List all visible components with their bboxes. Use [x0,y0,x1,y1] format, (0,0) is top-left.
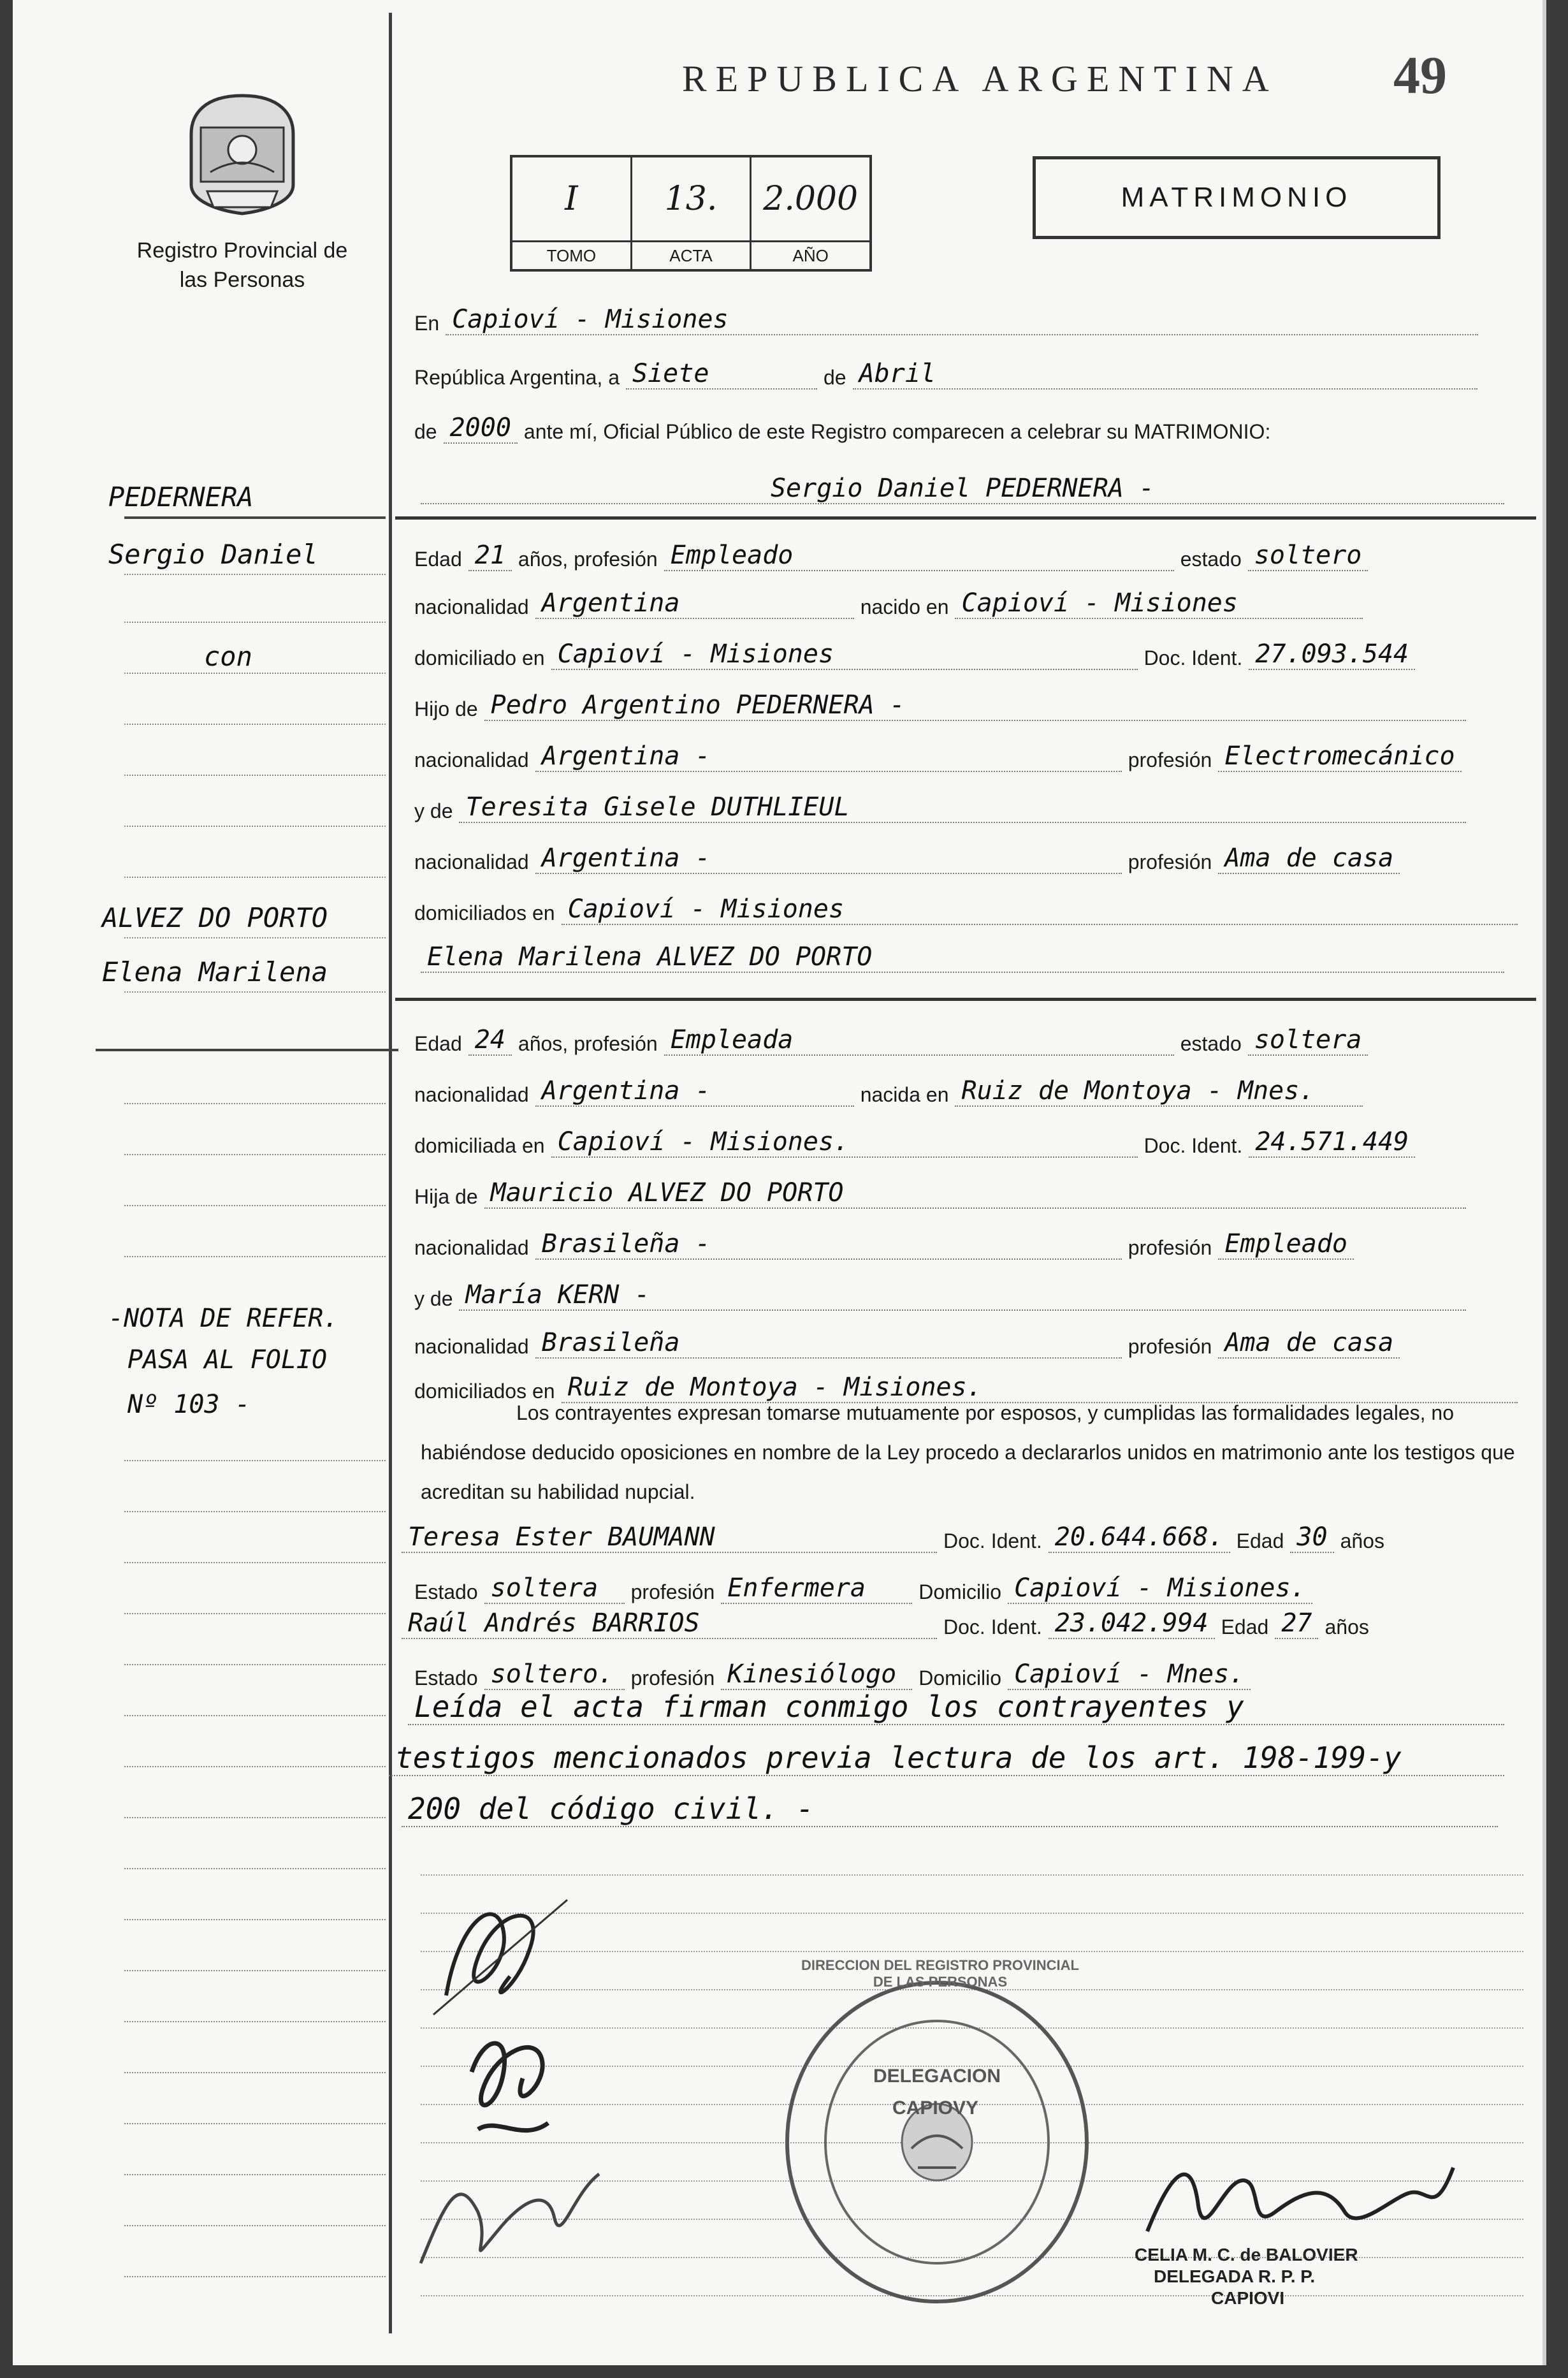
groom-mother-profession-field: Ama de casa [1218,843,1400,874]
margin-rule-line [124,2174,386,2175]
day-field: Siete [626,359,817,390]
signature-3-icon [408,2136,612,2301]
groom-domicile-line [408,634,1415,670]
witness-2-doc-label: Doc. Ident. [943,1616,1042,1638]
bride-yde-label: y de [414,1287,453,1310]
bride-separator [395,998,1536,1001]
tomo-acta-ano-box [510,155,872,272]
margin-rule-line [124,1817,386,1818]
margin-rule-line [124,673,386,674]
tomo-cell [512,157,632,269]
officer-location: CAPIOVI [1211,2288,1285,2308]
year-prefix-label: de [414,420,437,443]
groom-mother-line [408,787,1466,823]
bride-mother-prof-label: profesión [1128,1335,1212,1358]
margin-note-2: PASA AL FOLIO [127,1345,328,1375]
margin-bride-surname: ALVEZ DO PORTO [102,902,328,933]
margin-rule-line [124,775,386,776]
margin-rule-line [124,1103,386,1104]
margin-rule-line [124,1970,386,1971]
margin-rule-line [124,2225,386,2226]
province-seal-icon [185,89,300,217]
bride-nacida-label: nacida en [860,1083,949,1106]
tomo-label: TOMO [512,240,630,269]
groom-marital-field: soltero [1248,541,1368,571]
official-stamp-icon [778,1976,1096,2308]
witness-2-marital: soltero. [484,1659,625,1690]
closing-text-1: Leída el acta firman conmigo los contrayentes y [408,1689,1504,1725]
margin-rule-line [124,1256,386,1257]
bride-mother-field: María KERN - [459,1280,1466,1311]
margin-rule-line [124,516,386,519]
margin-rule-line [124,1664,386,1665]
groom-mother-nac-label: nacionalidad [414,850,529,873]
groom-parents-domicile-line [408,889,1518,925]
groom-mother-field: Teresita Gisele DUTHLIEUL [459,792,1466,823]
bride-mother-line [408,1275,1466,1311]
witness-2-domicilio-label: Domicilio [918,1667,1002,1689]
folio-number: 49 [1393,46,1447,105]
groom-parents-dom-label: domiciliados en [414,901,555,924]
witness-2-edad-label: Edad [1221,1616,1269,1638]
bride-father-nac-label: nacionalidad [414,1236,529,1259]
witness-1-age: 30 [1290,1522,1333,1553]
witness-2-estado-label: Estado [414,1667,478,1689]
bride-dom-label: domiciliada en [414,1134,545,1157]
witness-1-domicilio-label: Domicilio [918,1580,1002,1603]
document-type-title: MATRIMONIO [1033,156,1441,239]
groom-father-nac-label: nacionalidad [414,748,529,771]
margin-rule-line [124,574,386,575]
witness-1-doc: 20.644.668. [1049,1522,1230,1553]
witness-1-estado-label: Estado [414,1580,478,1603]
margin-rule-line [124,2072,386,2073]
witness-1-doc-label: Doc. Ident. [943,1529,1042,1552]
witness-2-anos-label: años [1325,1616,1369,1638]
witness-2-name: Raúl Andrés BARRIOS [402,1608,937,1639]
hija-label: Hija de [414,1185,478,1208]
bride-profesion-label: años, profesión [518,1032,658,1055]
signature-4-icon [1135,2142,1466,2257]
groom-separator [395,516,1536,520]
groom-domicile-field: Capioví - Misiones [551,639,1138,670]
officer-name: CELIA M. C. de BALOVIER [1135,2245,1358,2265]
acta-label: ACTA [632,240,750,269]
margin-groom-surname: PEDERNERA [108,481,254,513]
groom-father-nat-line [408,736,1462,772]
officer-stamp [1135,2244,1358,2309]
margin-rule-line [124,1511,386,1512]
groom-mother-prof-label: profesión [1128,850,1212,873]
witness-1-edad-label: Edad [1236,1529,1284,1552]
groom-nac-label: nacionalidad [414,595,529,618]
margin-rule-line [124,2021,386,2022]
margin-note-1: -NOTA DE REFER. [108,1304,339,1333]
country-heading: REPUBLICA ARGENTINA [682,58,1278,99]
bride-father-line [408,1173,1466,1209]
closing-line-3 [402,1791,1498,1827]
margin-rule-line [124,1868,386,1869]
margin-rule-line [124,2276,386,2277]
republica-label: República Argentina, a [414,366,620,389]
witness-1-anos-label: años [1340,1529,1384,1552]
witness-2-profession: Kinesiólogo [721,1659,912,1690]
stamp-inner-1: DELEGACION [873,2066,1001,2087]
groom-doc-field: 27.093.544 [1249,639,1415,670]
witness-2-age: 27 [1275,1608,1318,1639]
groom-profesion-label: años, profesión [518,548,658,571]
witness-1-prof-label: profesión [630,1580,715,1603]
margin-rule-line [124,1766,386,1767]
witness-1-line [402,1517,1391,1553]
groom-nationality-line [408,583,1363,619]
closing-text-2: testigos mencionados previa lectura de los art. 198-199-y [389,1740,1504,1776]
groom-birthplace-field: Capioví - Misiones [955,588,1363,619]
margin-rule-line [124,1205,386,1206]
groom-father-nationality-field: Argentina - [535,741,1122,772]
civil-registry-page [13,0,1546,2365]
bride-nationality-field: Argentina - [535,1076,854,1107]
bride-name-line [421,937,1504,973]
groom-name-field: Sergio Daniel PEDERNERA - [421,474,1504,504]
ano-cell [751,157,869,269]
witness-1-domicile: Capioví - Misiones. [1008,1573,1312,1604]
margin-rule-line [124,1613,386,1614]
groom-father-prof-label: profesión [1128,748,1212,771]
bride-father-nationality-field: Brasileña - [535,1229,1122,1260]
bride-marital-field: soltera [1248,1025,1368,1056]
bride-father-prof-label: profesión [1128,1236,1212,1259]
margin-rule-line [124,622,386,623]
acta-value: 13. [664,180,718,218]
bride-nac-label: nacionalidad [414,1083,529,1106]
witness-1-name: Teresa Ester BAUMANN [402,1522,937,1553]
margin-rule-line [124,877,386,878]
margin-rule-line [96,1049,398,1051]
bride-doc-label: Doc. Ident. [1143,1134,1243,1157]
groom-father-line [408,685,1466,721]
bride-mother-nationality-field: Brasileña [535,1328,1122,1359]
closing-text-3: 200 del código civil. - [402,1791,1498,1827]
margin-rule-line [124,937,386,938]
bride-father-nat-line [408,1224,1354,1260]
closing-line-1 [408,1689,1504,1725]
groom-profession-field: Empleado [664,541,1174,571]
groom-nationality-field: Argentina [535,588,854,619]
groom-name-line [421,469,1504,504]
margin-groom-names: Sergio Daniel [108,539,318,570]
margin-con: con [204,641,252,672]
groom-dom-label: domiciliado en [414,646,545,669]
intro-place-line [408,300,1478,335]
stamp-inner-2: CAPIOVY [892,2097,979,2119]
bride-age-line [408,1020,1368,1056]
witness-2-domicile: Capioví - Mnes. [1008,1659,1251,1690]
groom-father-field: Pedro Argentino PEDERNERA - [484,690,1466,721]
bride-name-field: Elena Marilena ALVEZ DO PORTO [421,942,1504,973]
margin-rule-line [124,724,386,725]
officer-title: DELEGADA R. P. P. [1154,2266,1316,2286]
margin-rule-line [124,826,386,827]
closing-line-2 [389,1740,1504,1776]
tomo-value: I [565,180,578,218]
bride-father-field: Mauricio ALVEZ DO PORTO [484,1178,1466,1209]
bride-doc-field: 24.571.449 [1249,1127,1415,1158]
ano-value: 2.000 [763,180,859,218]
bride-estado-label: estado [1180,1032,1242,1055]
bride-father-profession-field: Empleado [1218,1229,1354,1260]
bride-mother-profession-field: Ama de casa [1218,1328,1400,1359]
acta-cell [632,157,752,269]
registry-name: Registro Provincial de las Personas [136,238,348,292]
margin-rule [389,13,392,2333]
groom-edad-label: Edad [414,548,462,571]
margin-note-3: Nº 103 - [127,1390,250,1419]
margin-rule-line [124,1919,386,1920]
margin-rule-line [124,1562,386,1563]
intro-statement-line [408,408,1277,444]
bride-birthplace-field: Ruiz de Montoya - Mnes. [955,1076,1363,1107]
place-field: Capioví - Misiones [446,305,1478,335]
witness-2-details-line [408,1654,1251,1690]
declaration-paragraph: Los contrayentes expresan tomarse mutuamente por esposos, y cumplidas las formalidades legales, no habiéndose deducido oposiciones en nombre de la Ley procedo a declararlos unidos en matrimonio ante los testigos que acreditan su habilidad nupcial. [421,1401,1515,1503]
witness-1-marital: soltera [484,1573,625,1604]
hijo-label: Hijo de [414,697,478,720]
groom-parents-domicile-field: Capioví - Misiones [562,894,1518,925]
bride-mother-nac-label: nacionalidad [414,1335,529,1358]
groom-nacido-label: nacido en [860,595,949,618]
margin-rule-line [124,1715,386,1716]
bride-profession-field: Empleada [664,1025,1174,1056]
witness-2-doc: 23.042.994 [1049,1608,1215,1639]
witness-1-details-line [408,1568,1312,1604]
groom-mother-nat-line [408,838,1400,874]
ano-label: AÑO [751,240,869,269]
bride-domicile-line [408,1122,1415,1158]
groom-age-line [408,536,1368,571]
bride-mother-nat-line [408,1323,1400,1359]
month-field: Abril [853,359,1477,390]
groom-yde-label: y de [414,799,453,822]
groom-doc-label: Doc. Ident. [1143,646,1243,669]
ruled-line [421,1874,1523,1876]
margin-rule-line [124,991,386,993]
bride-nationality-line [408,1071,1363,1107]
de-label: de [824,366,846,389]
bride-domicile-field: Capioví - Misiones. [551,1127,1138,1158]
margin-bride-names: Elena Marilena [102,956,328,988]
witness-1-profession: Enfermera [721,1573,912,1604]
margin-rule-line [124,1154,386,1155]
groom-father-profession-field: Electromecánico [1218,741,1461,772]
margin-rule-line [124,2123,386,2124]
groom-age-field: 21 [468,541,512,571]
year-field: 2000 [444,413,518,444]
bride-edad-label: Edad [414,1032,462,1055]
witness-2-prof-label: profesión [630,1667,715,1689]
bride-parents-dom-label: domiciliados en [414,1380,555,1403]
groom-estado-label: estado [1180,548,1242,571]
en-label: En [414,312,440,335]
witness-2-line [402,1603,1376,1639]
stamp-ring-text: DIRECCION DEL REGISTRO PROVINCIAL DE LAS PERSONAS [801,1957,1079,1990]
margin-rule-line [124,1460,386,1461]
statement-text: ante mí, Oficial Público de este Registro comparecen a celebrar su MATRIMONIO: [523,420,1271,443]
bride-parents-domicile-field: Ruiz de Montoya - Misiones. [562,1373,1518,1403]
groom-mother-nationality-field: Argentina - [535,843,1122,874]
bride-age-field: 24 [468,1025,512,1056]
intro-date-line [408,354,1477,390]
